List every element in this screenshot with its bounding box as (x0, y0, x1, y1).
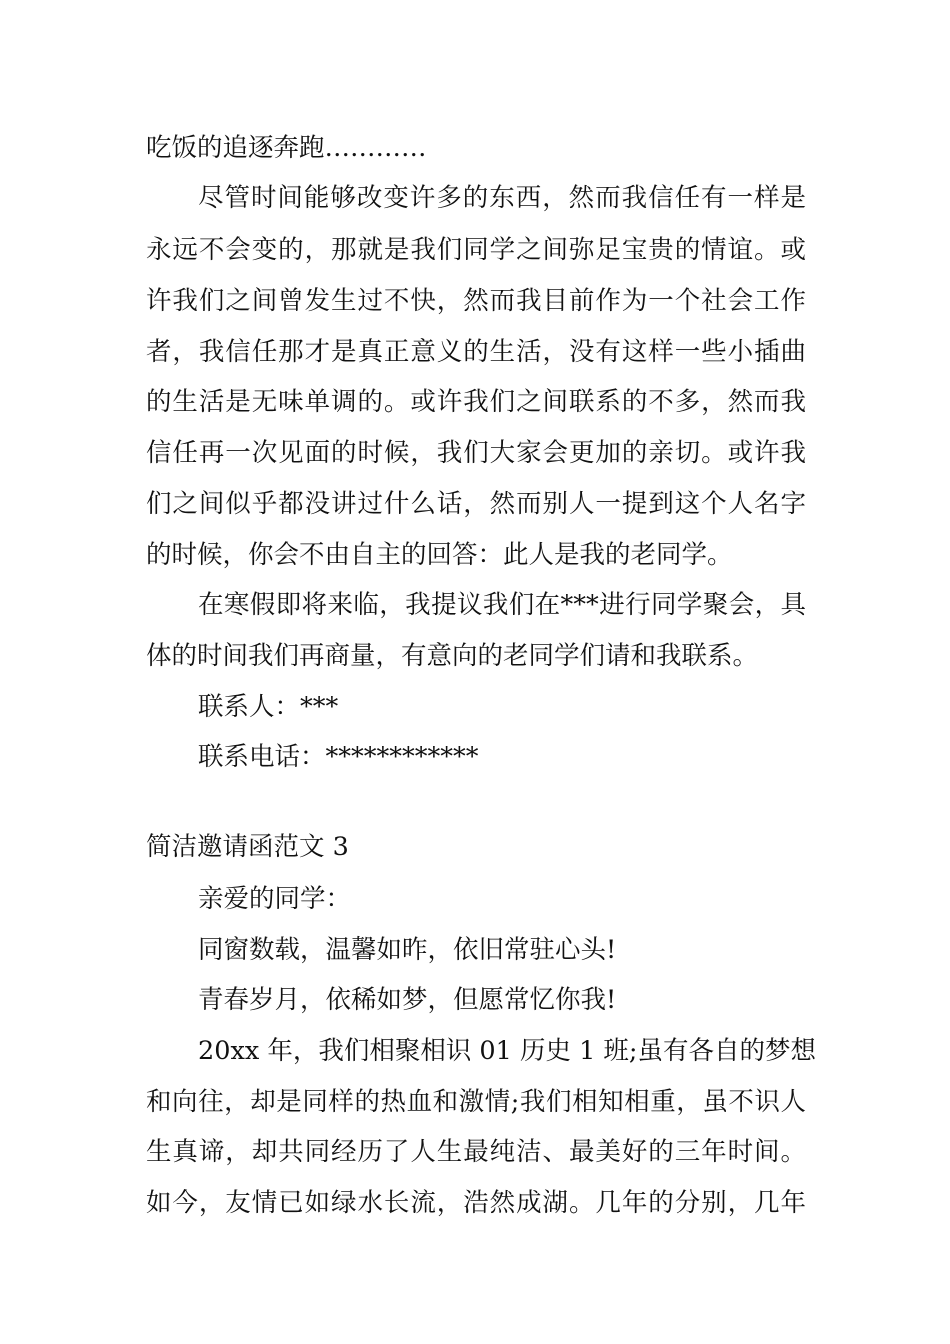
paragraph-first-line: 20xx 年，我们相聚相识 01 历史 1 班;虽有各自的梦想 (198, 1036, 817, 1066)
salutation: 亲爱的同学： (198, 884, 352, 914)
contact-phone: 联系电话：************ (198, 742, 479, 772)
text-line: 同窗数载，温馨如昨，依旧常驻心头! (198, 935, 617, 965)
text-line: 许我们之间曾发生过不快，然而我目前作为一个社会工作 (146, 286, 806, 316)
text-line: 永远不会变的，那就是我们同学之间弥足宝贵的情谊。或 (146, 235, 806, 265)
text-line: 们之间似乎都没讲过什么话，然而别人一提到这个人名字 (146, 489, 806, 519)
text-line: 青春岁月，依稀如梦，但愿常忆你我! (198, 985, 617, 1015)
text-line: 的生活是无味单调的。或许我们之间联系的不多，然而我 (146, 387, 806, 417)
paragraph-first-line: 尽管时间能够改变许多的东西，然而我信任有一样是 (198, 183, 806, 213)
text-line: 生真谛，却共同经历了人生最纯洁、最美好的三年时间。 (146, 1137, 806, 1167)
paragraph-first-line: 在寒假即将来临，我提议我们在***进行同学聚会，具 (198, 590, 806, 620)
text-line: 的时候，你会不由自主的回答：此人是我的老同学。 (146, 540, 733, 570)
text-line: 者，我信任那才是真正意义的生活，没有这样一些小插曲 (146, 337, 806, 367)
text-line: 信任再一次见面的时候，我们大家会更加的亲切。或许我 (146, 438, 806, 468)
text-line: 吃饭的追逐奔跑………… (146, 133, 427, 163)
contact-person: 联系人：*** (198, 692, 339, 722)
text-line: 体的时间我们再商量，有意向的老同学们请和我联系。 (146, 641, 759, 671)
text-line: 和向往，却是同样的热血和激情;我们相知相重，虽不识人 (146, 1087, 806, 1117)
section-heading: 简洁邀请函范文 3 (146, 832, 349, 862)
text-line: 如今，友情已如绿水长流，浩然成湖。几年的分别，几年 (146, 1188, 806, 1218)
